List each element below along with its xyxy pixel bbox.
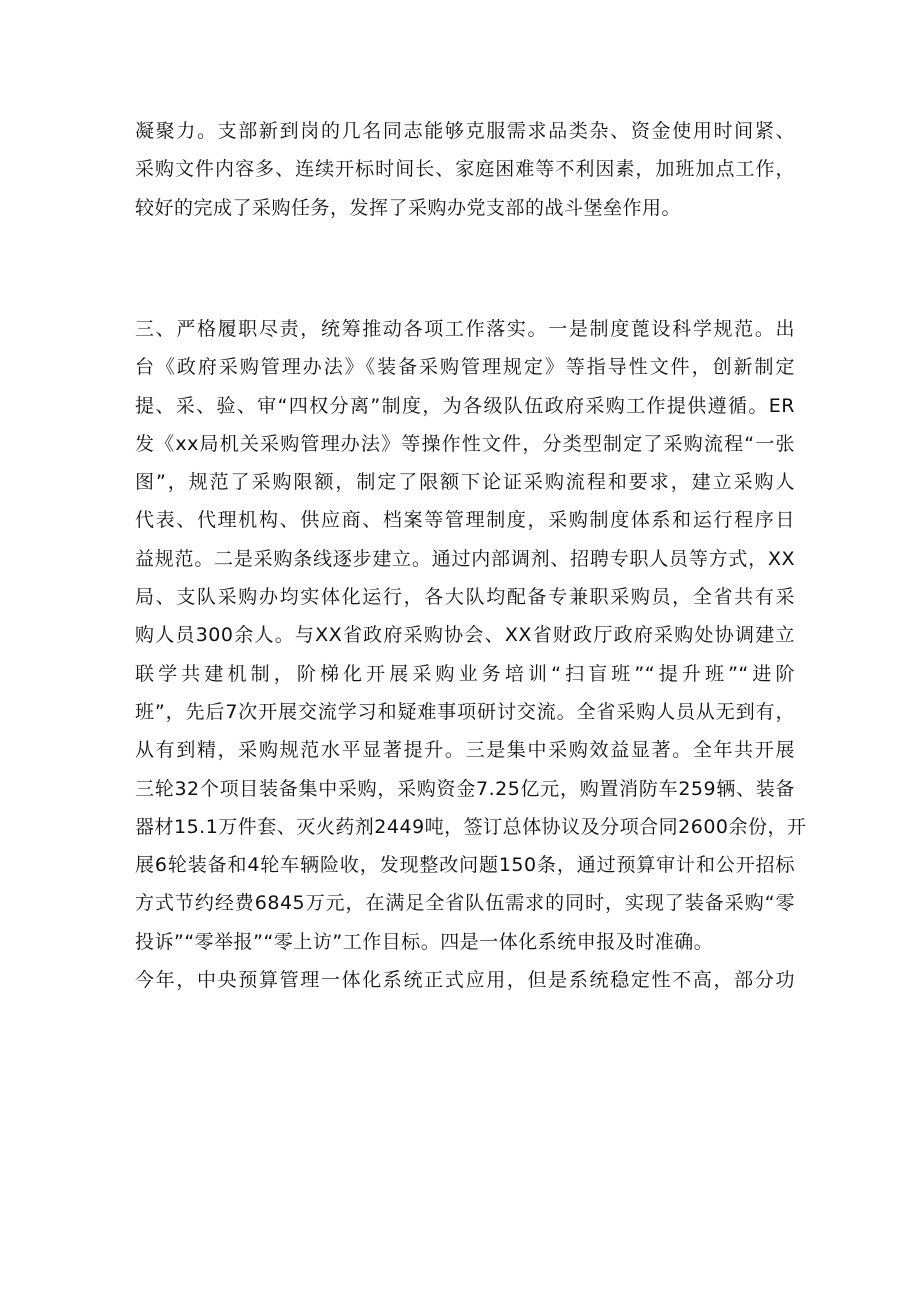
text-line: 采购文件内容多、连续开标时间长、家庭困难等不利因素，加班加点工作， [135, 158, 795, 181]
text-line: 三、严格履职尽责，统筹推动各项工作落实。一是制度蓖设科学规范。出 [135, 318, 795, 340]
text-line: 投诉”“零举报”“零上访”工作目标。四是一体化系统申报及时准确。 [135, 930, 714, 953]
text-line: 三轮32个项目装备集中采购，采购资金7.25亿元，购置消防车259辆、装备 [135, 777, 795, 800]
text-line: 较好的完成了采购任务，发挥了采购办党支部的战斗堡垒作用。 [135, 196, 682, 219]
text-line: 图”，规范了采购限额，制定了限额下论证采购流程和要求，建立采购人 [135, 471, 795, 494]
text-line: 器材15.1万件套、灭火药剂2449吨，签订总体协议及分项合同2600余份，开 [135, 815, 807, 838]
text-line: 展6轮装备和4轮车辆险收，发现整改问题150条，通过预算审计和公开招标 [135, 854, 795, 877]
text-line: 今年，中央预算管理一体化系统正式应用，但是系统稳定性不高，部分功 [135, 969, 795, 992]
text-line: 从有到精，采购规范水平显著提升。三是集中采购效益显著。全年共开展 [135, 739, 795, 762]
paragraph-party-branch [135, 112, 795, 227]
text-line: 联学共建机制，阶梯化开展采购业务培训“扫盲班”“提升班”“进阶 [135, 662, 795, 685]
text-line: 局、支队采购办均实体化运行，各大队均配备专兼职采购员，全省共有采 [135, 586, 795, 609]
paragraph-section-three [135, 310, 807, 999]
text-line: 购人员300余人。与XX省政府采购协会、XX省财政厅政府采购处协调建立 [135, 624, 795, 647]
text-line: 台《政府采购管理办法》《装备采购管理规定》等指导性文件，创新制定 [135, 356, 795, 379]
text-line: 益规范。二是采购条线逐步建立。通过内部调剂、招聘专职人员等方式，XX [135, 547, 795, 570]
text-line: 发《xx局机关采购管理办法》等操作性文件，分类型制定了采购流程“一张 [135, 432, 795, 455]
text-line: 代表、代理机构、供应商、档案等管理制度，采购制度体系和运行程序日 [135, 509, 795, 532]
text-line: 班”，先后7次开展交流学习和疑难事项研讨交流。全省采购人员从无到有， [135, 700, 795, 723]
text-line: 凝聚力。支部新到岗的几名同志能够克服需求品类杂、资金使用时间紧、 [135, 120, 795, 142]
text-line: 方式节约经费6845万元，在满足全省队伍需求的同时，实现了装备采购“零 [135, 892, 795, 915]
text-line: 提、采、验、审“四权分离”制度，为各级队伍政府采购工作提供遵循。ER [135, 394, 795, 417]
